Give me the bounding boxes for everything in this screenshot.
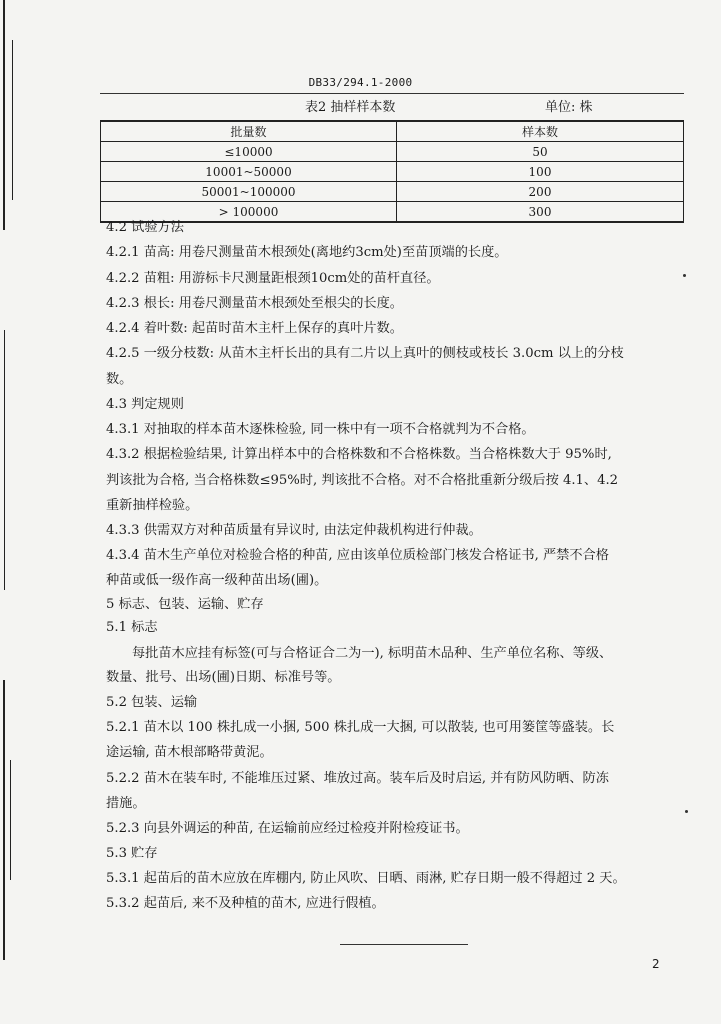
body-line: 5.3.2 起苗后, 来不及种植的苗木, 应进行假植。	[106, 896, 385, 911]
body-line: 4.2.5 一级分枝数: 从苗木主杆长出的具有二片以上真叶的侧枝或枝长 3.0cm 以上的分枝	[106, 346, 624, 361]
table-cell: 100	[397, 162, 684, 182]
header-rule	[100, 93, 684, 94]
body-line: 5.2.3 向县外调运的种苗, 在运输前应经过检疫并附检疫证书。	[106, 821, 469, 836]
body-line: 措施。	[106, 796, 146, 811]
column-header-sample: 样本数	[397, 121, 684, 142]
table-row	[101, 162, 684, 182]
body-line: 4.2.4 着叶数: 起苗时苗木主杆上保存的真叶片数。	[106, 321, 403, 336]
table-row	[101, 182, 684, 202]
body-line: 数。	[106, 372, 133, 387]
table-cell: 50001~100000	[101, 182, 397, 202]
section-heading: 5.1 标志	[106, 620, 158, 635]
body-line: 4.2.3 根长: 用卷尺测量苗木根颈处至根尖的长度。	[106, 296, 403, 311]
table-cell: 10001~50000	[101, 162, 397, 182]
body-line: 数量、批号、出场(圃)日期、标准号等。	[106, 670, 341, 685]
table-header-row	[101, 121, 684, 142]
sample-size-table	[100, 120, 684, 223]
body-line: 4.3.2 根据检验结果, 计算出样本中的合格株数和不合格株数。当合格株数大于 95%时,	[106, 447, 612, 462]
table-cell: > 100000	[101, 202, 397, 223]
body-line: 重新抽样检验。	[106, 498, 199, 513]
table-caption: 表2 抽样样本数	[305, 100, 396, 115]
table-caption-row	[100, 96, 684, 116]
body-line: 4.3.3 供需双方对种苗质量有异议时, 由法定仲裁机构进行仲裁。	[106, 523, 482, 538]
footer-rule	[340, 944, 468, 945]
body-line: 5.2.1 苗木以 100 株扎成一小捆, 500 株扎成一大捆, 可以散装, 也可用篓筐等盛装。长	[106, 720, 615, 735]
page-number: 2	[652, 957, 660, 971]
body-line: 4.3.4 苗木生产单位对检验合格的种苗, 应由该单位质检部门核发合格证书, 严禁不合格	[106, 548, 609, 563]
section-heading: 5.3 贮存	[106, 846, 158, 861]
body-line: 5.3.1 起苗后的苗木应放在库棚内, 防止风吹、日晒、雨淋, 贮存日期一般不得超过 2 天。	[106, 871, 626, 886]
body-line: 5.2.2 苗木在装车时, 不能堆压过紧、堆放过高。装车后及时启运, 并有防风防晒、防冻	[106, 771, 609, 786]
scan-binding-edge	[0, 0, 40, 1024]
section-heading: 5.2 包装、运输	[106, 695, 198, 710]
body-line: 途运输, 苗木根部略带黄泥。	[106, 745, 273, 760]
section-heading: 4.2 试验方法	[106, 220, 184, 235]
body-line: 判该批为合格, 当合格株数≤95%时, 判该批不合格。对不合格批重新分级后按 4.1、4.2	[106, 473, 619, 488]
body-line: 每批苗木应挂有标签(可与合格证合二为一), 标明苗木品种、生产单位名称、等级、	[132, 646, 613, 661]
table-cell: 200	[397, 182, 684, 202]
table-cell: ≤10000	[101, 142, 397, 162]
body-line: 4.2.1 苗高: 用卷尺测量苗木根颈处(离地约3cm处)至苗顶端的长度。	[106, 245, 508, 260]
table-cell: 300	[397, 202, 684, 223]
document-code: DB33/294.1-2000	[308, 76, 413, 89]
section-heading: 4.3 判定规则	[106, 397, 184, 412]
body-line: 4.3.1 对抽取的样本苗木逐株检验, 同一株中有一项不合格就判为不合格。	[106, 422, 535, 437]
section-heading: 5 标志、包装、运输、贮存	[106, 597, 264, 612]
body-line: 种苗或低一级作高一级种苗出场(圃)。	[106, 573, 328, 588]
body-line: 4.2.2 苗粗: 用游标卡尺测量距根颈10cm处的苗杆直径。	[106, 271, 440, 286]
table-row	[101, 142, 684, 162]
column-header-batch: 批量数	[101, 121, 397, 142]
table-unit: 单位: 株	[545, 100, 593, 115]
table-cell: 50	[397, 142, 684, 162]
